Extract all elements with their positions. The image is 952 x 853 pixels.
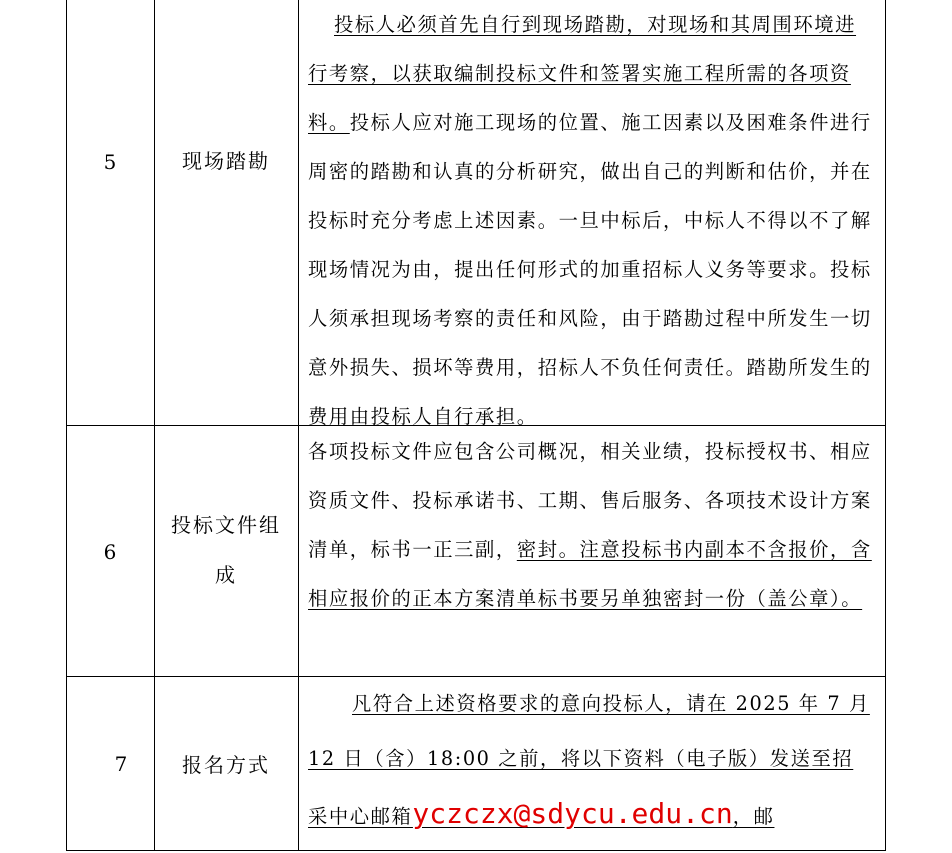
row-content (308, 427, 874, 623)
body-line: 12 日（含）18:00 之前，将以下资料（电子版）发送至招 (308, 747, 854, 770)
row-item-title: 现场踏勘 (182, 149, 270, 173)
body-text: ，邮 (732, 805, 775, 828)
row-number: 5 (103, 150, 117, 174)
row-number: 6 (103, 540, 117, 564)
row-item-title-line: 投标文件组 (171, 513, 281, 537)
email-link[interactable]: yczczx@sdycu.edu.cn (412, 797, 733, 830)
body-text: 投标人应对施工现场的位置、施工因素以及困难条件进行周密的踏勘和认真的分析研究，做出自己的判断和估价，并在投标时充分考虑上述因素。一旦中标后，中标人不得以不了解现场情况为由，提出任何形式的加重招标人义务等要求。投标人须承担现场考察的责任和风险，由于踏勘过程中所发生一切意外损失、损坏等费用，招标人不负任何责任。踏勘所发生的费用由投标人自行承担。 (308, 111, 872, 428)
body-line (308, 786, 874, 844)
table-border-bottom (66, 850, 885, 851)
underlined-text: 投标人必须首先自行到现场踏勘，对现场和其周围环境进行考察，以获取编制投标文件和签署实施工程所需的各项资料。 (308, 13, 857, 134)
row-item-title: 报名方式 (182, 753, 270, 777)
row-item-title-line: 成 (215, 563, 237, 587)
body-line: 凡符合上述资格要求的意向投标人，请在 2025 年 7 月 (352, 692, 870, 715)
row-content (308, 0, 874, 441)
row-number: 7 (114, 752, 128, 776)
underlined-text: 密封。注意投标书内副本不含报价，含相应报价的正本方案清单标书要另单独密封一份（盖公章）。 (308, 538, 872, 610)
email-label: 采中心邮箱 (308, 805, 413, 828)
table-border-right (885, 0, 886, 851)
row-item-title (154, 500, 298, 600)
body-text: 各项投标文件应包含公司概况，相关业绩，投标授权书、相应资质文件、投标承诺书、工期、售后服务、各项技术设计方案清单，标书一正三副， (308, 440, 872, 561)
row-content (308, 676, 874, 844)
